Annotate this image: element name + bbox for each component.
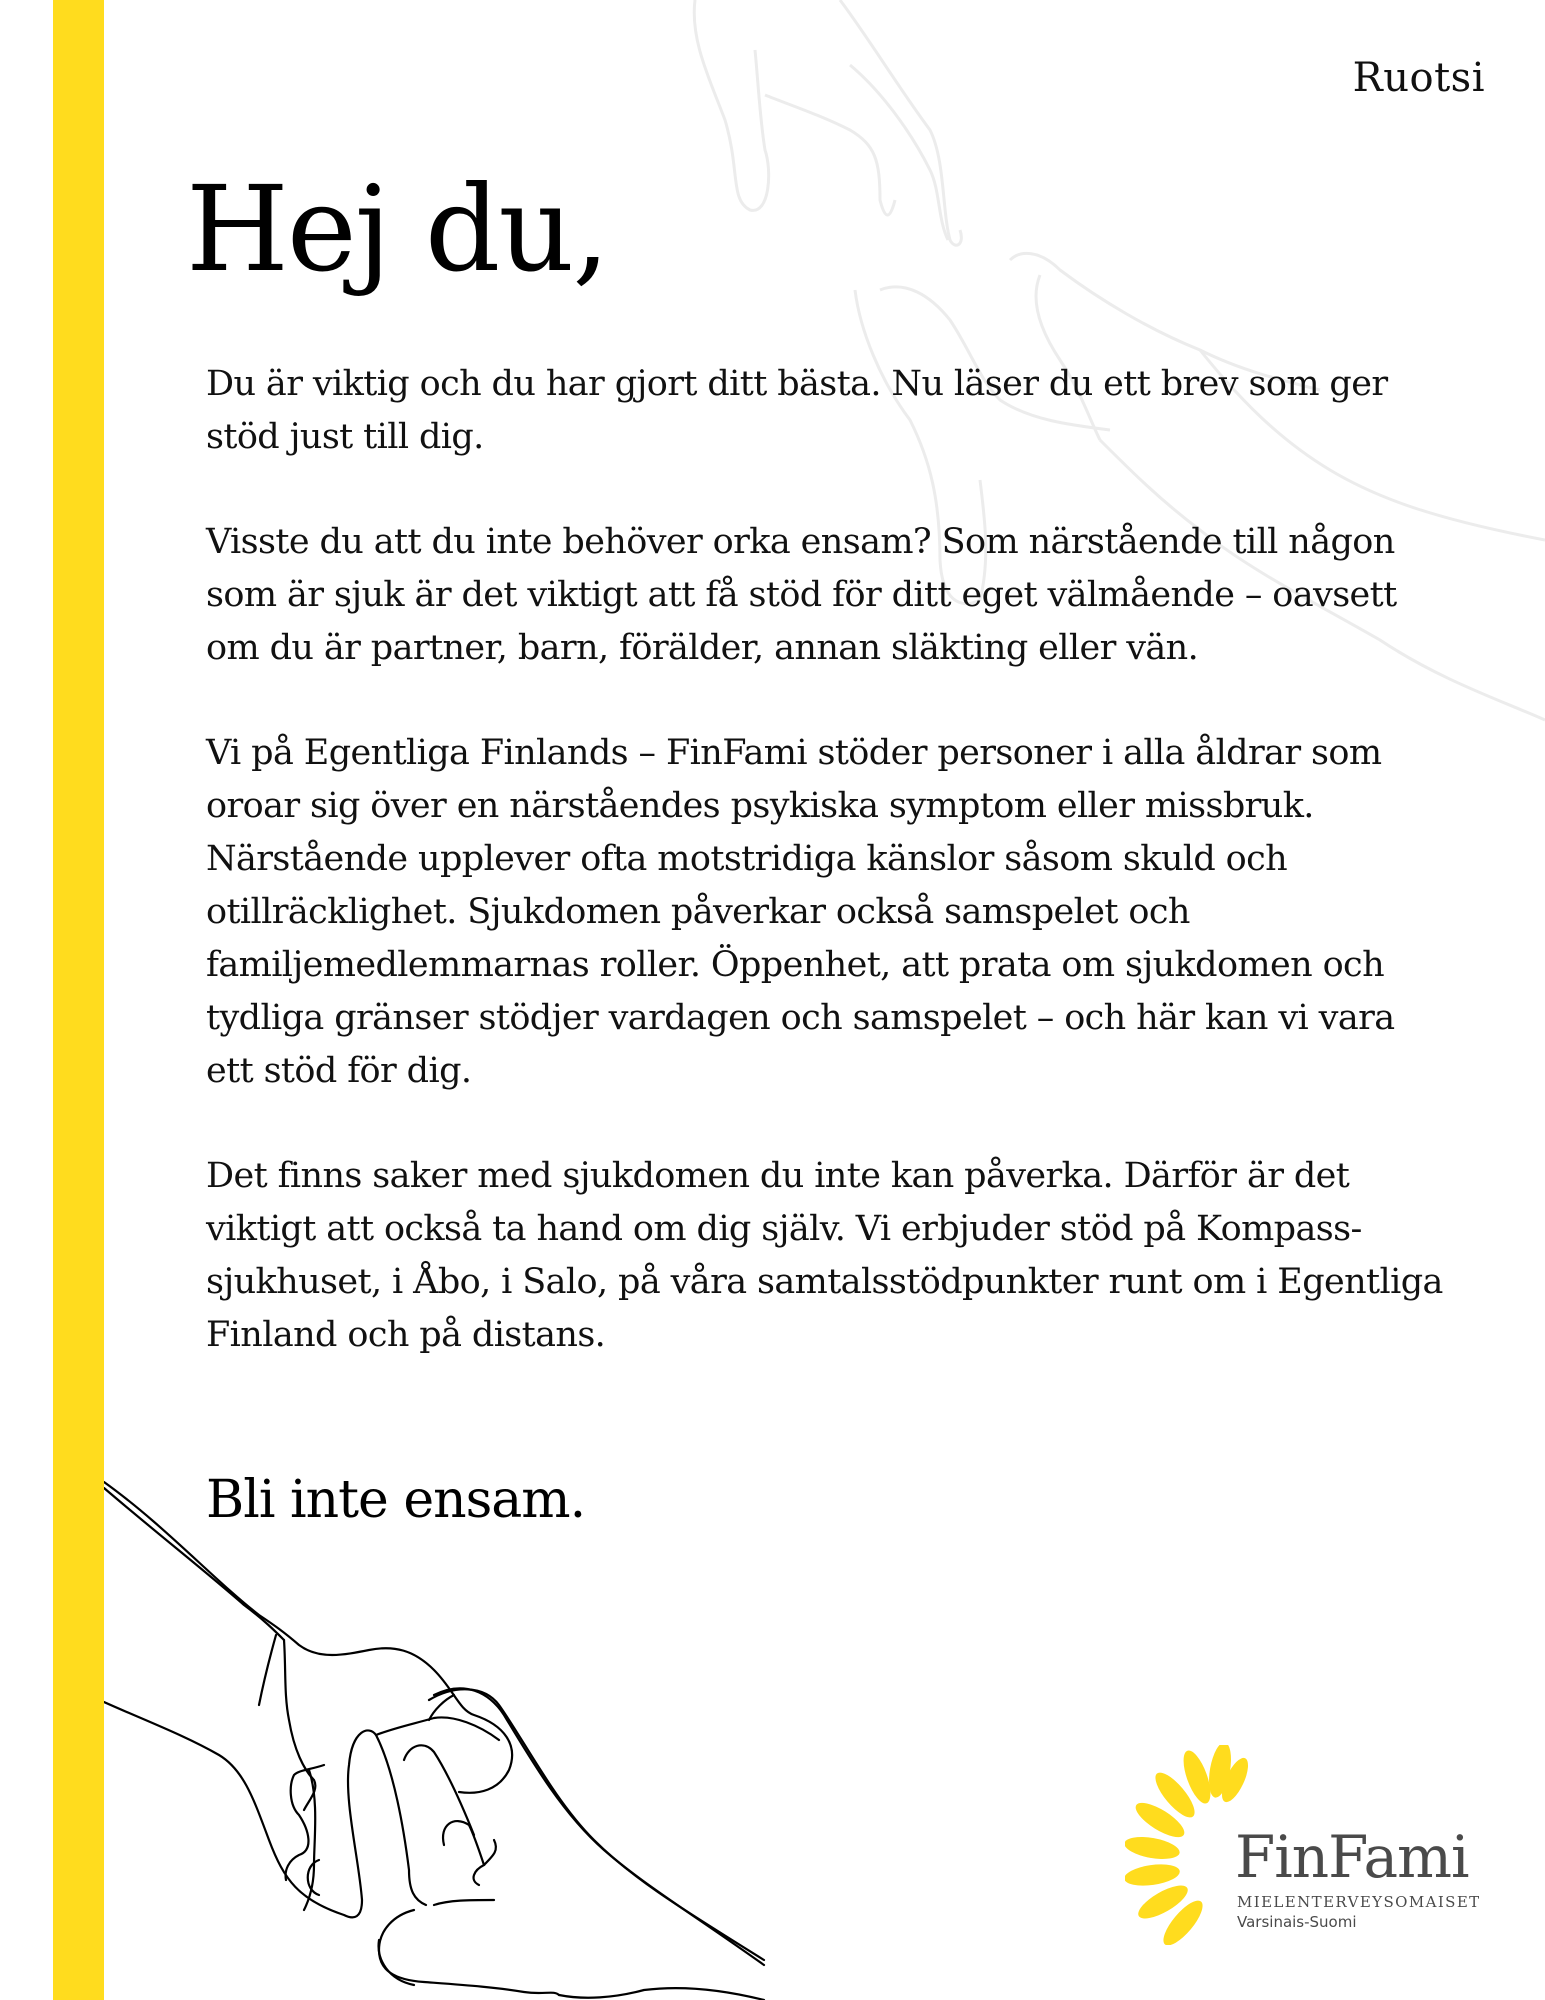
paragraph-support: Visste du att du inte behöver orka ensam? Som närstående till någon som är sjuk är det viktigt att få stöd för ditt eget välmående – oavsett om du är partner, barn, förälder, annan släkting eller vän. [206,522,1397,668]
tagline: Bli inte ensam. [206,1470,586,1530]
logo-subtitle: MIELENTERVEYSOMAISET [1237,1893,1481,1911]
paragraph-about: Vi på Egentliga Finlands – FinFami stöder personer i alla åldrar som oroar sig över en närståendes psykiska symptom eller missbruk. Närstående upplever ofta motstridiga känslor såsom skuld och otillräcklighet. Sjukdomen påverkar också samspelet och familjemedlemmarnas roller. Öppenhet, att prata om sjukdomen och tydliga gränser stödjer vardagen och samspelet – och här kan vi vara ett stöd för dig. [206,733,1395,1091]
accent-bar [53,0,104,2000]
language-label: Ruotsi [1352,55,1485,101]
logo-name: FinFami [1235,1823,1469,1891]
paragraph-services: Det finns saker med sjukdomen du inte kan påverka. Därför är det viktigt att också ta hand om dig själv. Vi erbjuder stöd på Kompass-sjukhuset, i Åbo, i Salo, på våra samtalsstödpunkter runt om i Egentliga Finland och på distans. [206,1156,1443,1355]
logo-region: Varsinais-Suomi [1237,1913,1357,1931]
holding-hands-icon [104,1470,1084,2000]
greeting-heading: Hej du, [186,160,608,298]
letter-body [206,358,1446,1414]
paragraph-intro: Du är viktig och du har gjort ditt bästa. Nu läser du ett brev som ger stöd just till dig. [206,364,1388,457]
finfami-logo [1125,1745,1525,1965]
